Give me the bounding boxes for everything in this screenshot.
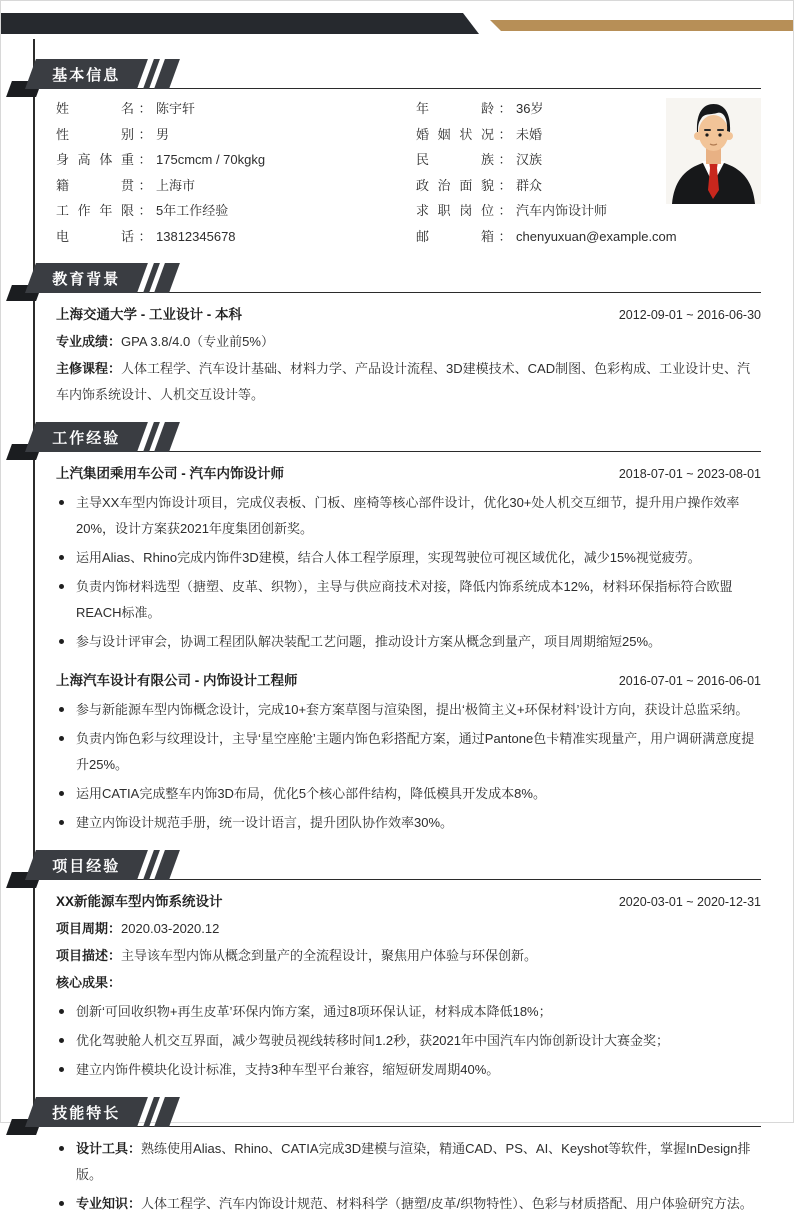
field-separator: ： — [498, 101, 512, 116]
badge-body — [25, 850, 148, 880]
section-badge-project — [25, 850, 180, 880]
field-label: 工作年限 — [56, 203, 134, 218]
skill-label: 设计工具 — [76, 1141, 129, 1156]
field-separator: ： — [138, 126, 152, 142]
bullet-item: 运用CATIA完成整车内饰3D布局，优化5个核心部件结构，降低模具开发成本8%。 — [56, 781, 761, 807]
bullet-item: 主导XX车型内饰设计项目，完成仪表板、门板、座椅等核心部件设计，优化30+处人机交互细节，提升用户操作效率20%，设计方案获2021年度集团创新奖。 — [56, 490, 761, 542]
field-separator: ： — [498, 152, 512, 167]
date-range: 2018-07-01 ~ 2023-08-01 — [618, 467, 761, 481]
field-row — [56, 147, 416, 173]
field-separator: ： — [498, 126, 512, 142]
top-bar-gold — [490, 20, 793, 31]
company-role: 上汽集团乘用车公司 - 汽车内饰设计师 — [56, 466, 284, 481]
field-separator: ： — [138, 101, 152, 116]
section-title: 工作经验 — [52, 429, 121, 447]
field-value: 未婚 — [516, 126, 543, 142]
field-value: 汉族 — [516, 152, 543, 167]
job-entry — [56, 668, 761, 836]
bullet-item: 建立内饰件模块化设计标准，支持3种车型平台兼容，缩短研发周期40%。 — [56, 1057, 761, 1083]
bullet-item: 负责内饰色彩与纹理设计，主导‘星空座舱’主题内饰色彩搭配方案，通过Pantone色卡精准实现量产，用户调研满意度提升25%。 — [56, 726, 761, 778]
field-label: 年龄 — [416, 101, 494, 116]
bullet-item: 优化驾驶舱人机交互界面，减少驾驶员视线转移时间1.2秒，获2021年中国汽车内饰创新设计大赛金奖； — [56, 1028, 761, 1054]
project-description-row — [56, 943, 761, 969]
school-degree: 上海交通大学 - 工业设计 - 本科 — [56, 307, 242, 322]
field-label: 项目周期 — [56, 921, 109, 936]
bullet-item: 负责内饰材料选型（搪塑、皮革、织物），主导与供应商技术对接，降低内饰系统成本12%，材料环保指标符合欧盟REACH标准。 — [56, 574, 761, 626]
bullet-item: 运用Alias、Rhino完成内饰件3D建模，结合人体工程学原理，实现驾驶位可视区域优化，减少15%视觉疲劳。 — [56, 545, 761, 571]
field-label: 性别 — [56, 126, 134, 142]
field-label: 姓名 — [56, 101, 134, 116]
field-value: 主导该车型内饰从概念到量产的全流程设计，聚焦用户体验与环保创新。 — [121, 948, 538, 963]
field-value: 2020.03-2020.12 — [121, 921, 220, 936]
field-separator: ： — [138, 203, 152, 218]
project-results-row — [56, 970, 761, 996]
badge-body — [25, 263, 148, 293]
field-row — [56, 173, 416, 199]
project-header — [56, 889, 761, 915]
skill-label: 专业知识 — [76, 1196, 129, 1211]
field-value: 5年工作经验 — [156, 203, 229, 218]
basic-left-column — [56, 96, 416, 249]
bullet-item: 创新‘可回收织物+再生皮革’环保内饰方案，通过8项环保认证，材料成本降低18%； — [56, 999, 761, 1025]
field-separator: ： — [498, 177, 512, 193]
field-separator: ： — [108, 334, 122, 349]
section-header-work — [1, 422, 761, 452]
field-label: 专业成绩 — [56, 334, 109, 349]
field-row — [56, 96, 416, 122]
project-name: XX新能源车型内饰系统设计 — [56, 894, 223, 909]
section-title: 项目经验 — [52, 857, 121, 875]
project-period-row — [56, 916, 761, 942]
field-value: chenyuxuan@example.com — [516, 228, 677, 244]
field-separator: ： — [108, 921, 122, 936]
field-separator: ： — [498, 228, 512, 244]
top-bar-dark — [1, 13, 479, 34]
field-label: 政治面貌 — [416, 177, 494, 193]
job-bullet-list — [56, 490, 761, 655]
badge-body — [25, 1097, 148, 1127]
field-separator: ： — [138, 228, 152, 244]
field-label: 民族 — [416, 152, 494, 167]
avatar-illustration — [666, 98, 761, 204]
company-role: 上海汽车设计有限公司 - 内饰设计工程师 — [56, 673, 298, 688]
field-separator: ： — [138, 152, 152, 167]
field-separator: ： — [128, 1141, 142, 1156]
section-badge-work — [25, 422, 180, 452]
field-value: 上海市 — [156, 177, 196, 193]
section-title: 基本信息 — [52, 66, 121, 84]
section-title: 教育背景 — [52, 270, 121, 288]
education-courses-row — [56, 356, 761, 408]
skills-bullet-list — [56, 1136, 761, 1217]
field-row — [416, 224, 761, 250]
field-label: 求职岗位 — [416, 203, 494, 218]
badge-body — [25, 422, 148, 452]
bullet-item: 建立内饰设计规范手册，统一设计语言，提升团队协作效率30%。 — [56, 810, 761, 836]
education-gpa-row — [56, 329, 761, 355]
field-value: 汽车内饰设计师 — [516, 203, 608, 218]
job-header — [56, 461, 761, 487]
section-header-basic — [1, 59, 761, 89]
job-entry — [56, 461, 761, 655]
date-range: 2012-09-01 ~ 2016-06-30 — [618, 308, 761, 322]
section-badge-education — [25, 263, 180, 293]
field-separator: ： — [138, 177, 152, 193]
section-header-project — [1, 850, 761, 880]
bullet-item — [56, 1136, 761, 1188]
field-value: 人体工程学、汽车设计基础、材料力学、产品设计流程、3D建模技术、CAD制图、色彩构成、工业设计史、汽车内饰系统设计、人机交互设计等。 — [56, 361, 751, 402]
field-separator: ： — [108, 361, 122, 376]
field-label: 主修课程 — [56, 361, 109, 376]
field-label: 籍贯 — [56, 177, 134, 193]
field-label: 身高体重 — [56, 152, 134, 167]
section-header-skills — [1, 1097, 761, 1127]
field-separator: ： — [128, 1196, 142, 1211]
section-badge-skills — [25, 1097, 180, 1127]
skill-text: 熟练使用Alias、Rhino、CATIA完成3D建模与渲染，精通CAD、PS、AI、Keyshot等软件，掌握InDesign排版。 — [76, 1141, 751, 1182]
field-value: 陈宇轩 — [156, 101, 196, 116]
field-label: 邮箱 — [416, 228, 494, 244]
field-value: GPA 3.8/4.0（专业前5%） — [121, 334, 274, 349]
field-row — [56, 224, 416, 250]
bullet-item: 参与新能源车型内饰概念设计，完成10+套方案草图与渲染图，提出‘极简主义+环保材料’设计方向，获设计总监采纳。 — [56, 697, 761, 723]
field-separator: ： — [108, 948, 122, 963]
avatar-photo — [666, 98, 761, 204]
field-value: 群众 — [516, 177, 543, 193]
skills-body — [56, 1136, 761, 1217]
section-title: 技能特长 — [52, 1104, 121, 1122]
badge-body — [25, 59, 148, 89]
field-row — [56, 198, 416, 224]
field-label: 电话 — [56, 228, 134, 244]
field-separator: ： — [108, 975, 122, 990]
field-row — [56, 122, 416, 148]
left-vertical-rule — [33, 39, 35, 1114]
section-badge-basic — [25, 59, 180, 89]
job-header — [56, 668, 761, 694]
field-separator: ： — [498, 203, 512, 218]
field-label: 核心成果 — [56, 975, 109, 990]
field-value: 175cmcm / 70kgkg — [156, 152, 266, 167]
date-range: 2020-03-01 ~ 2020-12-31 — [618, 895, 761, 909]
field-label: 项目描述 — [56, 948, 109, 963]
field-value: 13812345678 — [156, 228, 236, 244]
field-value: 男 — [156, 126, 170, 142]
date-range: 2016-07-01 ~ 2016-06-01 — [618, 674, 761, 688]
bullet-item: 参与设计评审会，协调工程团队解决装配工艺问题，推动设计方案从概念到量产，项目周期缩短25%。 — [56, 629, 761, 655]
work-body — [56, 461, 761, 836]
section-header-education — [1, 263, 761, 293]
skill-text: 人体工程学、汽车内饰设计规范、材料科学（搪塑/皮革/织物特性）、色彩与材质搭配、用户体验研究方法。 — [141, 1196, 753, 1211]
field-value: 36岁 — [516, 101, 544, 116]
bullet-item — [56, 1191, 761, 1217]
education-entry-header — [56, 302, 761, 328]
basic-info-body — [56, 96, 761, 249]
job-bullet-list — [56, 697, 761, 836]
project-body — [56, 889, 761, 1083]
field-label: 婚姻状况 — [416, 126, 494, 142]
education-body — [56, 302, 761, 408]
project-bullet-list — [56, 999, 761, 1083]
